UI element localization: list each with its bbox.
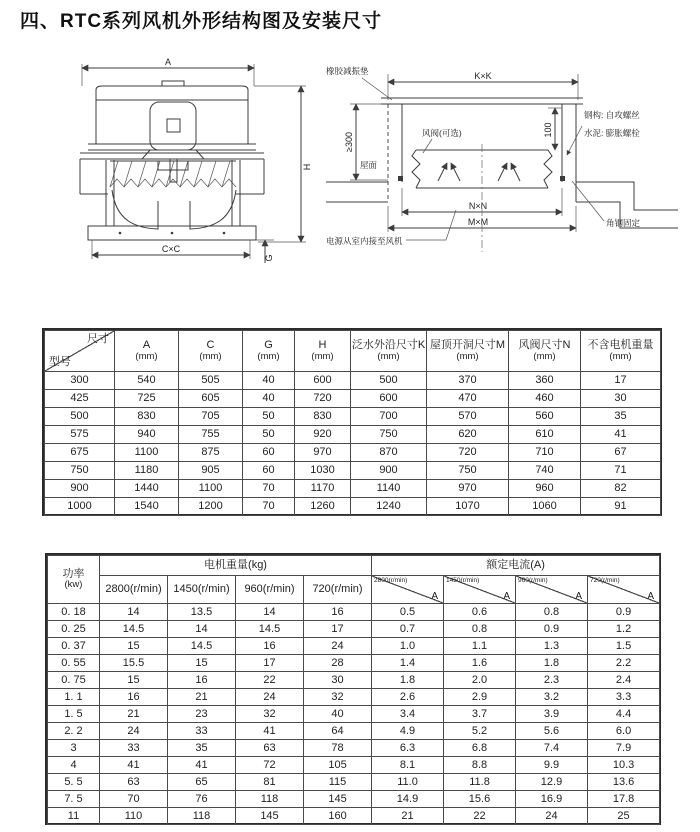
base-plate (88, 226, 256, 240)
current-speed-960: 960(r/min) A (516, 576, 588, 604)
table-cell: 970 (295, 444, 351, 462)
table-cell: 70 (243, 498, 295, 516)
angle-steel-callout (572, 181, 641, 228)
table-cell: 9.9 (516, 757, 588, 774)
table-cell: 30 (304, 672, 372, 689)
table-cell: 30 (581, 390, 661, 408)
table-cell: 0. 25 (48, 621, 100, 638)
svg-text:H: H (302, 163, 312, 171)
table-row (45, 498, 661, 516)
table-cell: 1.8 (372, 672, 444, 689)
table-cell: 64 (304, 723, 372, 740)
table-row (48, 808, 660, 825)
table-cell: 60 (243, 444, 295, 462)
table-cell: 425 (45, 390, 115, 408)
table-cell: 1000 (45, 498, 115, 516)
table-cell: 10.3 (588, 757, 660, 774)
table-row (45, 372, 661, 390)
table-cell: 5. 5 (48, 774, 100, 791)
dim-a (82, 57, 254, 86)
svg-text:100: 100 (543, 122, 553, 138)
table-row (45, 462, 661, 480)
dim-kxk (388, 71, 578, 100)
table-cell: 3.3 (588, 689, 660, 706)
table-cell: 725 (115, 390, 179, 408)
table-cell: 15.5 (100, 655, 168, 672)
table-row (48, 604, 660, 621)
table-row (48, 757, 660, 774)
table-cell: 35 (168, 740, 236, 757)
table-cell: 76 (168, 791, 236, 808)
table-cell: 920 (295, 426, 351, 444)
table-cell: 570 (427, 408, 509, 426)
table-cell: 17.8 (588, 791, 660, 808)
rubber-pad-callout (326, 66, 392, 100)
current-group-header: 额定电流(A) (372, 556, 660, 576)
svg-text:G: G (264, 254, 274, 262)
svg-text:橡胶减振垫: 橡胶减振垫 (326, 66, 369, 76)
table-cell: 870 (351, 444, 427, 462)
table-cell: 720 (295, 390, 351, 408)
table-cell: 13.5 (168, 604, 236, 621)
table-cell: 16 (168, 672, 236, 689)
table-cell: 13.6 (588, 774, 660, 791)
table-cell: 720 (427, 444, 509, 462)
table-header-row (45, 331, 661, 372)
roof-label: 屋面 (360, 160, 378, 170)
table-cell: 0. 37 (48, 638, 100, 655)
table-cell: 25 (588, 808, 660, 825)
table-cell: 560 (509, 408, 581, 426)
motor-table-wrap (45, 553, 661, 825)
table-cell: 940 (115, 426, 179, 444)
table-cell: 67 (581, 444, 661, 462)
table-cell: 33 (100, 740, 168, 757)
table-cell: 24 (236, 689, 304, 706)
fixing-callout (567, 110, 640, 155)
table-cell: 6.8 (444, 740, 516, 757)
table-cell: 1200 (179, 498, 243, 516)
table-cell: 15 (168, 655, 236, 672)
weight-speed-720: 720(r/min) (304, 576, 372, 604)
table-cell: 24 (304, 638, 372, 655)
table-row (45, 480, 661, 498)
col-header-n: 风阀尺寸N (mm) (509, 331, 581, 372)
table-cell: 81 (236, 774, 304, 791)
weight-speed-1450: 1450(r/min) (168, 576, 236, 604)
table-cell: 70 (243, 480, 295, 498)
table-cell: 11.0 (372, 774, 444, 791)
table-cell: 28 (304, 655, 372, 672)
weight-group-header: 电机重量(kg) (100, 556, 372, 576)
table-row (48, 774, 660, 791)
table-cell: 21 (372, 808, 444, 825)
table-cell: 11.8 (444, 774, 516, 791)
table-cell: 1.6 (444, 655, 516, 672)
table-cell: 14.5 (168, 638, 236, 655)
table-cell: 5.2 (444, 723, 516, 740)
fan-base-flange (381, 98, 583, 104)
table-cell: 750 (45, 462, 115, 480)
table-cell: 705 (179, 408, 243, 426)
table-cell: 21 (100, 706, 168, 723)
table-cell: 0.7 (372, 621, 444, 638)
table-cell: 23 (168, 706, 236, 723)
table-cell: 105 (304, 757, 372, 774)
table-header-row (48, 556, 660, 576)
svg-text:角钢固定: 角钢固定 (606, 218, 641, 228)
svg-text:C×C: C×C (161, 244, 181, 254)
table-cell: 3 (48, 740, 100, 757)
table-cell: 60 (243, 462, 295, 480)
table-cell: 4 (48, 757, 100, 774)
table-row (48, 655, 660, 672)
weight-speed-960: 960(r/min) (236, 576, 304, 604)
table-cell: 41 (100, 757, 168, 774)
table-cell: 830 (115, 408, 179, 426)
table-cell: 16 (100, 689, 168, 706)
table-cell: 750 (351, 426, 427, 444)
table-cell: 0.6 (444, 604, 516, 621)
table-cell: 2. 2 (48, 723, 100, 740)
table-cell: 41 (168, 757, 236, 774)
table-cell: 118 (236, 791, 304, 808)
table-cell: 1440 (115, 480, 179, 498)
table-cell: 8.8 (444, 757, 516, 774)
dimensions-table (44, 330, 661, 516)
dim-g (256, 240, 274, 263)
table-cell: 65 (168, 774, 236, 791)
col-header-m: 屋顶开洞尺寸M (mm) (427, 331, 509, 372)
table-cell: 605 (179, 390, 243, 408)
table-cell: 7. 5 (48, 791, 100, 808)
table-cell: 3.2 (516, 689, 588, 706)
table-cell: 1.0 (372, 638, 444, 655)
table-cell: 1260 (295, 498, 351, 516)
table-row (48, 638, 660, 655)
table-cell: 14.9 (372, 791, 444, 808)
table-cell: 14 (236, 604, 304, 621)
table-cell: 16 (304, 604, 372, 621)
table-cell: 160 (304, 808, 372, 825)
table-cell: 15 (100, 638, 168, 655)
table-cell: 32 (304, 689, 372, 706)
table-cell: 300 (45, 372, 115, 390)
table-cell: 17 (581, 372, 661, 390)
table-cell: 0.8 (444, 621, 516, 638)
table-cell: 7.4 (516, 740, 588, 757)
table-cell: 1.2 (588, 621, 660, 638)
dim-h (254, 86, 312, 242)
dim-100 (543, 108, 562, 150)
current-speed-1450: 1450(r/min) A (444, 576, 516, 604)
power-header: 功率 (kw) (48, 556, 100, 604)
table-cell: 4.9 (372, 723, 444, 740)
table-row (45, 426, 661, 444)
table-row (48, 672, 660, 689)
svg-text:水泥: 膨胀螺栓: 水泥: 膨胀螺栓 (584, 128, 640, 138)
svg-text:钢构: 自攻螺丝: 钢构: 自攻螺丝 (584, 110, 640, 120)
table-cell: 63 (100, 774, 168, 791)
table-cell: 40 (304, 706, 372, 723)
table-cell: 460 (509, 390, 581, 408)
table-row (48, 621, 660, 638)
table-cell: 70 (100, 791, 168, 808)
table-cell: 575 (45, 426, 115, 444)
motor-table (47, 555, 660, 825)
table-cell: 1.5 (588, 638, 660, 655)
table-cell: 24 (516, 808, 588, 825)
table-cell: 540 (115, 372, 179, 390)
table-cell: 1.1 (444, 638, 516, 655)
table-cell: 1.3 (516, 638, 588, 655)
table-cell: 1060 (509, 498, 581, 516)
table-cell: 505 (179, 372, 243, 390)
table-cell: 35 (581, 408, 661, 426)
table-cell: 41 (581, 426, 661, 444)
table-cell: 500 (45, 408, 115, 426)
table-cell: 15 (100, 672, 168, 689)
table-cell: 2.2 (588, 655, 660, 672)
svg-text:≥300: ≥300 (344, 132, 354, 152)
table-cell: 3.7 (444, 706, 516, 723)
table-cell: 0. 75 (48, 672, 100, 689)
col-header-c: C (mm) (179, 331, 243, 372)
table-cell: 470 (427, 390, 509, 408)
table-cell: 71 (581, 462, 661, 480)
table-cell: 600 (351, 390, 427, 408)
table-row (48, 723, 660, 740)
current-speed-2800: 2800(r/min) A (372, 576, 444, 604)
table-cell: 50 (243, 408, 295, 426)
svg-text:电源从室内接至风机: 电源从室内接至风机 (326, 236, 403, 246)
table-cell: 115 (304, 774, 372, 791)
table-cell: 6.0 (588, 723, 660, 740)
table-cell: 17 (236, 655, 304, 672)
side-flanges (80, 153, 264, 194)
table-cell: 2.4 (588, 672, 660, 689)
table-cell: 2.0 (444, 672, 516, 689)
diag-bottom-label: 型号 (49, 356, 71, 369)
table-cell: 600 (295, 372, 351, 390)
table-cell: 32 (236, 706, 304, 723)
table-cell: 21 (168, 689, 236, 706)
table-cell: 700 (351, 408, 427, 426)
table-cell: 960 (509, 480, 581, 498)
table-cell: 875 (179, 444, 243, 462)
table-cell: 830 (295, 408, 351, 426)
table-cell: 22 (236, 672, 304, 689)
col-header-weight: 不含电机重量 (mm) (581, 331, 661, 372)
table-cell: 0.9 (516, 621, 588, 638)
table-cell: 1540 (115, 498, 179, 516)
table-cell: 5.6 (516, 723, 588, 740)
table-cell: 500 (351, 372, 427, 390)
table-cell: 118 (168, 808, 236, 825)
installation-drawing (326, 60, 678, 272)
table-cell: 14.5 (236, 621, 304, 638)
table-cell: 1.4 (372, 655, 444, 672)
table-cell: 360 (509, 372, 581, 390)
table-cell: 15.6 (444, 791, 516, 808)
table-cell: 16 (236, 638, 304, 655)
table-cell: 610 (509, 426, 581, 444)
table-cell: 40 (243, 390, 295, 408)
table-cell: 82 (581, 480, 661, 498)
table-cell: 50 (243, 426, 295, 444)
col-header-k: 泛水外沿尺寸K (mm) (351, 331, 427, 372)
table-cell: 14 (100, 604, 168, 621)
dim-cxc (92, 240, 250, 259)
col-header-g: G (mm) (243, 331, 295, 372)
table-cell: 0. 18 (48, 604, 100, 621)
table-cell: 710 (509, 444, 581, 462)
table-cell: 7.9 (588, 740, 660, 757)
table-cell: 40 (243, 372, 295, 390)
table-cell: 0.5 (372, 604, 444, 621)
table-cell: 8.1 (372, 757, 444, 774)
table-row (48, 740, 660, 757)
svg-text:A: A (164, 57, 172, 67)
svg-text:N×N: N×N (468, 201, 488, 211)
table-cell: 905 (179, 462, 243, 480)
table-cell: 6.3 (372, 740, 444, 757)
table-cell: 0.9 (588, 604, 660, 621)
table-cell: 11 (48, 808, 100, 825)
table-cell: 3.9 (516, 706, 588, 723)
table-cell: 0. 55 (48, 655, 100, 672)
svg-text:K×K: K×K (474, 71, 492, 81)
table-cell: 0.8 (516, 604, 588, 621)
dimensions-table-wrap (42, 328, 662, 516)
table-row (45, 444, 661, 462)
table-row (45, 408, 661, 426)
table-cell: 675 (45, 444, 115, 462)
table-cell: 14 (168, 621, 236, 638)
table-cell: 41 (236, 723, 304, 740)
col-header-a: A (mm) (115, 331, 179, 372)
table-cell: 4.4 (588, 706, 660, 723)
current-speed-720: 720(r/min) A (588, 576, 660, 604)
col-header-h: H (mm) (295, 331, 351, 372)
table-cell: 33 (168, 723, 236, 740)
table-cell: 740 (509, 462, 581, 480)
table-cell: 12.9 (516, 774, 588, 791)
table-cell: 750 (427, 462, 509, 480)
table-row (48, 689, 660, 706)
table-cell: 370 (427, 372, 509, 390)
diagonal-header-cell (45, 331, 115, 372)
weight-speed-2800: 2800(r/min) (100, 576, 168, 604)
table-cell: 620 (427, 426, 509, 444)
diag-top-label: 尺寸 (87, 333, 109, 345)
damper-label: 风阀(可选) (422, 128, 462, 138)
table-cell: 1170 (295, 480, 351, 498)
table-cell: 1100 (115, 444, 179, 462)
table-cell: 145 (236, 808, 304, 825)
table-cell: 1140 (351, 480, 427, 498)
table-cell: 2.6 (372, 689, 444, 706)
table-cell: 91 (581, 498, 661, 516)
table-cell: 1. 1 (48, 689, 100, 706)
table-cell: 22 (444, 808, 516, 825)
table-subheader-row (48, 576, 660, 604)
fan-structure-drawing (58, 56, 326, 270)
table-cell: 1240 (351, 498, 427, 516)
table-cell: 78 (304, 740, 372, 757)
table-row (48, 791, 660, 808)
page-title: 四、RTC系列风机外形结构图及安装尺寸 (20, 11, 383, 32)
table-cell: 17 (304, 621, 372, 638)
table-cell: 1. 5 (48, 706, 100, 723)
table-cell: 1180 (115, 462, 179, 480)
table-cell: 2.9 (444, 689, 516, 706)
table-cell: 110 (100, 808, 168, 825)
fan-cowl (88, 81, 256, 150)
table-cell: 755 (179, 426, 243, 444)
table-cell: 900 (351, 462, 427, 480)
table-cell: 14.5 (100, 621, 168, 638)
table-cell: 63 (236, 740, 304, 757)
table-cell: 3.4 (372, 706, 444, 723)
table-cell: 145 (304, 791, 372, 808)
table-cell: 24 (100, 723, 168, 740)
table-cell: 1030 (295, 462, 351, 480)
table-row (48, 706, 660, 723)
table-cell: 2.3 (516, 672, 588, 689)
svg-text:M×M: M×M (467, 217, 489, 227)
table-cell: 1.8 (516, 655, 588, 672)
table-cell: 970 (427, 480, 509, 498)
table-cell: 900 (45, 480, 115, 498)
table-cell: 16.9 (516, 791, 588, 808)
table-cell: 72 (236, 757, 304, 774)
table-row (45, 390, 661, 408)
table-cell: 1070 (427, 498, 509, 516)
table-cell: 1100 (179, 480, 243, 498)
impeller (110, 161, 236, 187)
